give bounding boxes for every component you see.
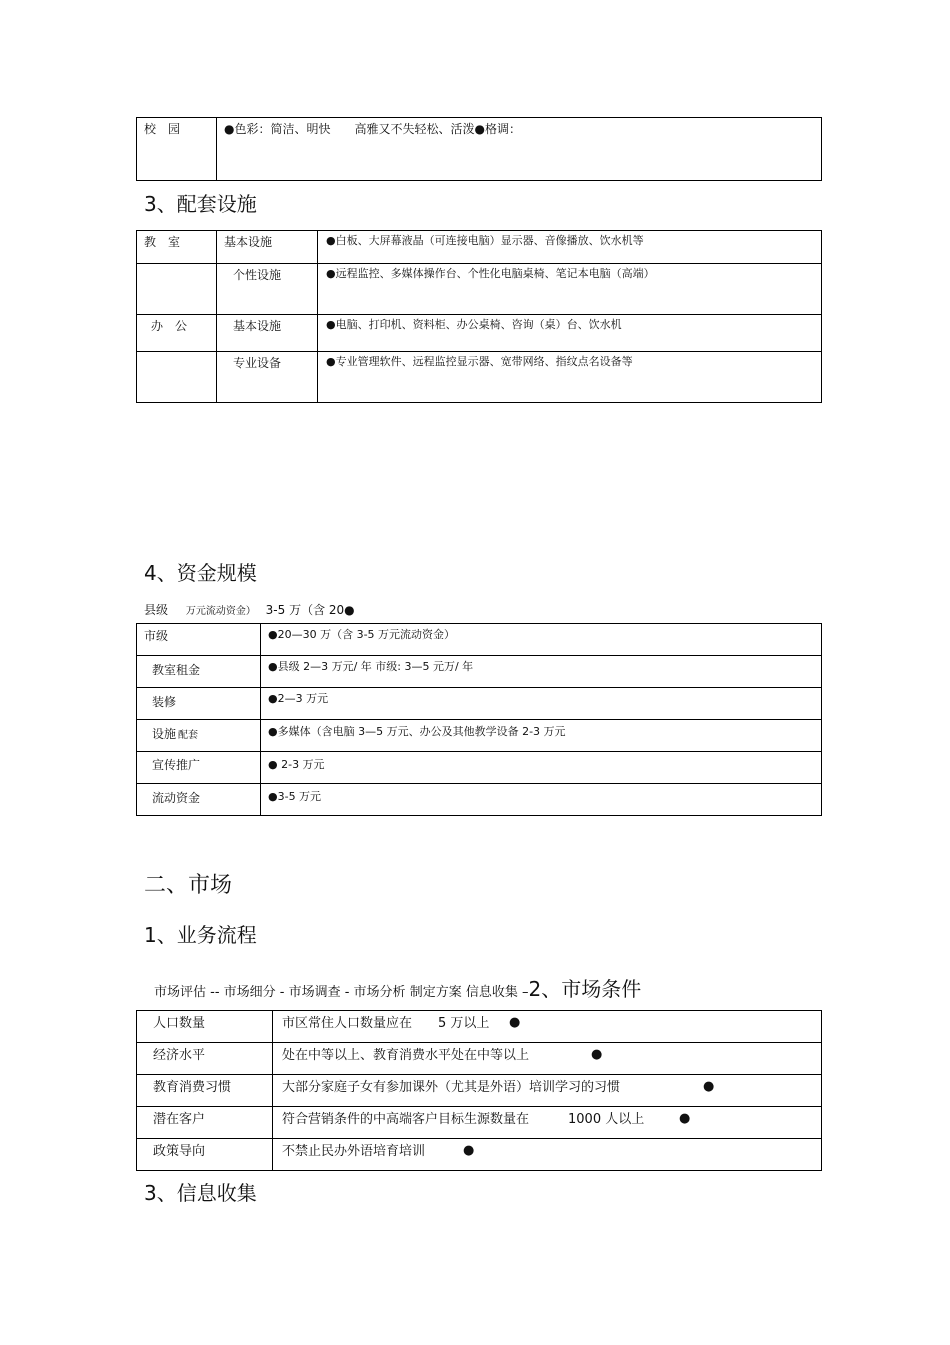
- funds-label: 市级: [144, 629, 169, 643]
- funds-value-cell: [261, 784, 822, 816]
- market-label: 经济水平: [153, 1048, 206, 1063]
- market-value-cell: [273, 1011, 822, 1043]
- market-label-cell: [137, 1075, 273, 1107]
- funds-label: 装修: [152, 695, 177, 709]
- funds-value: ●3-5 万元: [268, 790, 322, 803]
- market-value-cell: [273, 1043, 822, 1075]
- facility-detail: ●专业管理软件、远程监控显示器、宽带网络、指纹点名设备等: [326, 355, 633, 368]
- funds-value: ●多媒体（含电脑 3—5 万元、办公及其他教学设备 2-3 万元: [268, 725, 566, 738]
- flow-text: 市场评估 -- 市场细分 - 市场调查 - 市场分析 制定方案 信息收集 –: [154, 985, 529, 1000]
- funds-intro-small: 万元流动资金）: [185, 606, 256, 617]
- facility-item-cell: [217, 264, 318, 315]
- market-value-cell: [273, 1107, 822, 1139]
- facility-item-cell: [217, 231, 318, 264]
- market-table: [136, 1010, 822, 1171]
- market-value: 大部分家庭子女有参加课外（尤其是外语）培训学习的习惯: [282, 1080, 621, 1095]
- funds-label-main: 设施: [152, 727, 177, 741]
- flow-line: [154, 977, 641, 1001]
- market-label-cell: [137, 1107, 273, 1139]
- funds-value: ●2—3 万元: [268, 692, 329, 705]
- facility-group-label: 教 室: [144, 235, 181, 249]
- facility-detail-cell: [318, 264, 822, 315]
- funds-label: [152, 726, 198, 744]
- market-value-cell: [273, 1075, 822, 1107]
- market-label: 潜在客户: [153, 1112, 206, 1127]
- bullet-icon: ●: [591, 1047, 603, 1062]
- funds-label-cell: [137, 784, 261, 816]
- info-collection-title: 3、信息收集: [144, 1181, 257, 1205]
- funds-label: 宣传推广: [152, 758, 201, 772]
- facility-detail-cell: [318, 352, 822, 403]
- campus-table: [136, 117, 822, 181]
- funds-label-cell: [137, 688, 261, 720]
- facility-detail: ●电脑、打印机、资料柜、办公桌椅、咨询（桌）台、饮水机: [326, 318, 622, 331]
- bullet-icon: ●: [463, 1143, 475, 1158]
- bullet-icon: ●: [509, 1015, 521, 1030]
- funds-value-cell: [261, 752, 822, 784]
- funds-title: 4、资金规模: [144, 561, 257, 585]
- facility-item-label: 基本设施: [224, 235, 273, 249]
- facilities-title: 3、配套设施: [144, 192, 257, 216]
- facility-detail-cell: [318, 231, 822, 264]
- funds-label-cell: [137, 720, 261, 752]
- funds-value-cell: [261, 720, 822, 752]
- market-label-cell: [137, 1139, 273, 1171]
- market-conditions-title: 2、市场条件: [528, 977, 642, 1001]
- facility-item-label: 个性设施: [233, 268, 282, 282]
- funds-value-cell: [261, 656, 822, 688]
- funds-table: [136, 623, 822, 816]
- market-label-cell: [137, 1043, 273, 1075]
- facility-group-cell: [137, 264, 217, 315]
- funds-label: 流动资金: [152, 791, 201, 805]
- campus-content: ●色彩：简洁、明快 高雅又不失轻松、活泼●格调：: [224, 122, 521, 136]
- facility-detail: ●远程监控、多媒体操作台、个性化电脑桌椅、笔记本电脑（高端）: [326, 267, 655, 280]
- funds-label-cell: [137, 656, 261, 688]
- facility-group-label: 办 公: [151, 319, 188, 333]
- funds-intro: [144, 601, 355, 618]
- facilities-table: [136, 230, 822, 403]
- funds-label-cell: [137, 752, 261, 784]
- campus-label-cell: [137, 118, 217, 181]
- market-title: 二、市场: [144, 873, 233, 898]
- bullet-icon: ●: [703, 1079, 715, 1094]
- facility-detail: ●白板、大屏幕液晶（可连接电脑）显示器、音像播放、饮水机等: [326, 234, 644, 247]
- market-label-cell: [137, 1011, 273, 1043]
- funds-label-cell: [137, 624, 261, 656]
- market-value-cell: [273, 1139, 822, 1171]
- facility-detail-cell: [318, 315, 822, 352]
- market-value: 处在中等以上、教育消费水平处在中等以上: [282, 1048, 530, 1063]
- market-label: 人口数量: [153, 1016, 206, 1031]
- funds-intro-prefix: 县级: [144, 603, 169, 617]
- market-value: 市区常住人口数量应在 5 万以上: [282, 1016, 490, 1031]
- facility-item-label: 基本设施: [233, 319, 282, 333]
- market-label: 教育消费习惯: [153, 1080, 232, 1095]
- funds-intro-suffix: 3-5 万（含 20●: [265, 603, 355, 617]
- campus-label: 校 园: [144, 122, 181, 136]
- funds-label: 教室租金: [152, 663, 201, 677]
- funds-value: ●县级 2—3 万元/ 年 市级: 3—5 元万/ 年: [268, 660, 474, 673]
- funds-value-cell: [261, 688, 822, 720]
- facility-item-cell: [217, 315, 318, 352]
- facility-group-cell: [137, 315, 217, 352]
- facility-group-cell: [137, 231, 217, 264]
- facility-item-label: 专业设备: [233, 356, 282, 370]
- campus-content-cell: [217, 118, 822, 181]
- market-label: 政策导向: [153, 1144, 206, 1159]
- market-value: 不禁止民办外语培育培训: [282, 1144, 426, 1159]
- bullet-icon: ●: [679, 1111, 691, 1126]
- facility-item-cell: [217, 352, 318, 403]
- funds-value: ● 2-3 万元: [268, 758, 325, 771]
- facility-group-cell: [137, 352, 217, 403]
- funds-value-cell: [261, 624, 822, 656]
- funds-label-small: 配套: [178, 730, 199, 741]
- business-flow-title: 1、业务流程: [144, 923, 257, 947]
- market-value: 符合营销条件的中高端客户目标生源数量在 1000 人以上: [282, 1112, 645, 1127]
- funds-value: ●20—30 万（含 3-5 万元流动资金）: [268, 628, 456, 641]
